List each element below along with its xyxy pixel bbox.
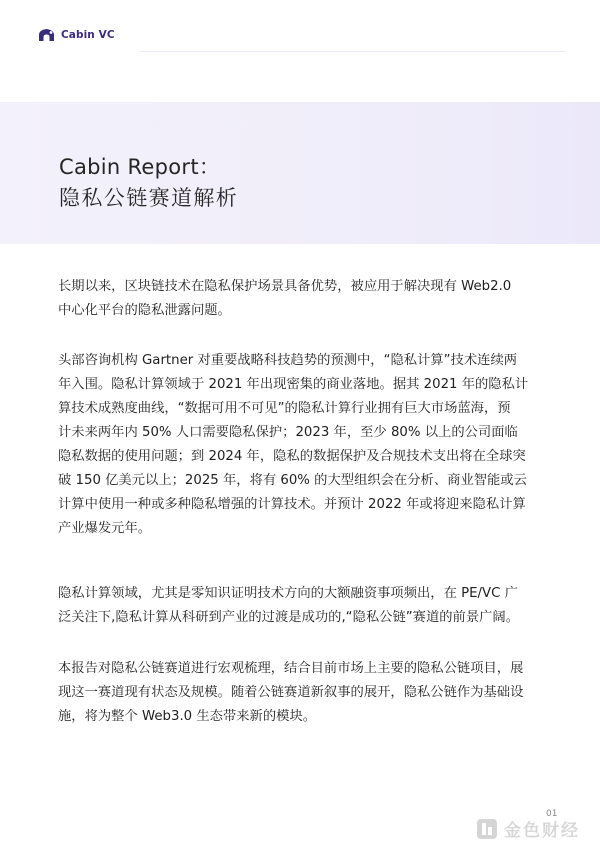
paragraph-line: 长期以来，区块链技术在隐私保护场景具备优势，被应用于解决现有 Web2.0 [58, 279, 512, 294]
paragraph-line: 本报告对隐私公链赛道进行宏观梳理，结合目前市场上主要的隐私公链项目，展 [58, 661, 524, 676]
cabin-vc-logo-icon [38, 28, 55, 42]
report-title-line1: Cabin Report： [59, 155, 221, 179]
paragraph-line: 计算中使用一种或多种隐私增强的计算技术。并预计 2022 年或将迎来隐私计算 [58, 497, 526, 512]
paragraph-line: 施，将为整个 Web3.0 生态带来新的模块。 [58, 709, 317, 724]
paragraph-line: 计未来两年内 50% 人口需要隐私保护；2023 年，至少 80% 以上的公司面临 [58, 425, 518, 440]
paragraph-line: 头部咨询机构 Gartner 对重要战略科技趋势的预测中，“隐私计算”技术连续两 [58, 353, 518, 368]
paragraph-intro [58, 275, 574, 323]
paragraph-line: 中心化平台的隐私泄露问题。 [58, 303, 231, 318]
paragraph-line: 隐私数据的使用问题；到 2024 年，隐私的数据保护及合规技术支出将在全球突 [58, 449, 526, 464]
paragraph-line: 产业爆发元年。 [58, 521, 152, 536]
watermark-text: 金色财经 [504, 821, 580, 841]
paragraph-line: 泛关注下,隐私计算从科研到产业的过渡是成功的,“隐私公链”赛道的前景广阔。 [58, 610, 520, 625]
paragraph-line: 隐私计算领域，尤其是零知识证明技术方向的大额融资事项频出，在 PE/VC 广 [58, 586, 518, 601]
paragraph-line: 现这一赛道现有状态及规模。随着公链赛道新叙事的展开，隐私公链作为基础设 [58, 685, 524, 700]
paragraph-line: 算技术成熟度曲线，“数据可用不可见”的隐私计算行业拥有巨大市场蓝海，预 [58, 401, 511, 416]
brand-name: Cabin VC [61, 29, 115, 41]
paragraph-summary [58, 657, 574, 729]
report-title-line2: 隐私公链赛道解析 [59, 186, 239, 210]
header-brand [38, 28, 115, 42]
jinse-logo-icon [476, 818, 498, 840]
paragraph-gartner [58, 349, 574, 541]
page-number: 01 [546, 809, 558, 819]
paragraph-line: 破 150 亿美元以上；2025 年，将有 60% 的大型组织会在分析、商业智能或云 [58, 473, 527, 488]
header-divider [140, 51, 566, 52]
watermark [476, 816, 580, 841]
paragraph-line: 年入围。隐私计算领域于 2021 年出现密集的商业落地。据其 2021 年的隐私计 [58, 377, 529, 392]
paragraph-funding [58, 582, 574, 630]
